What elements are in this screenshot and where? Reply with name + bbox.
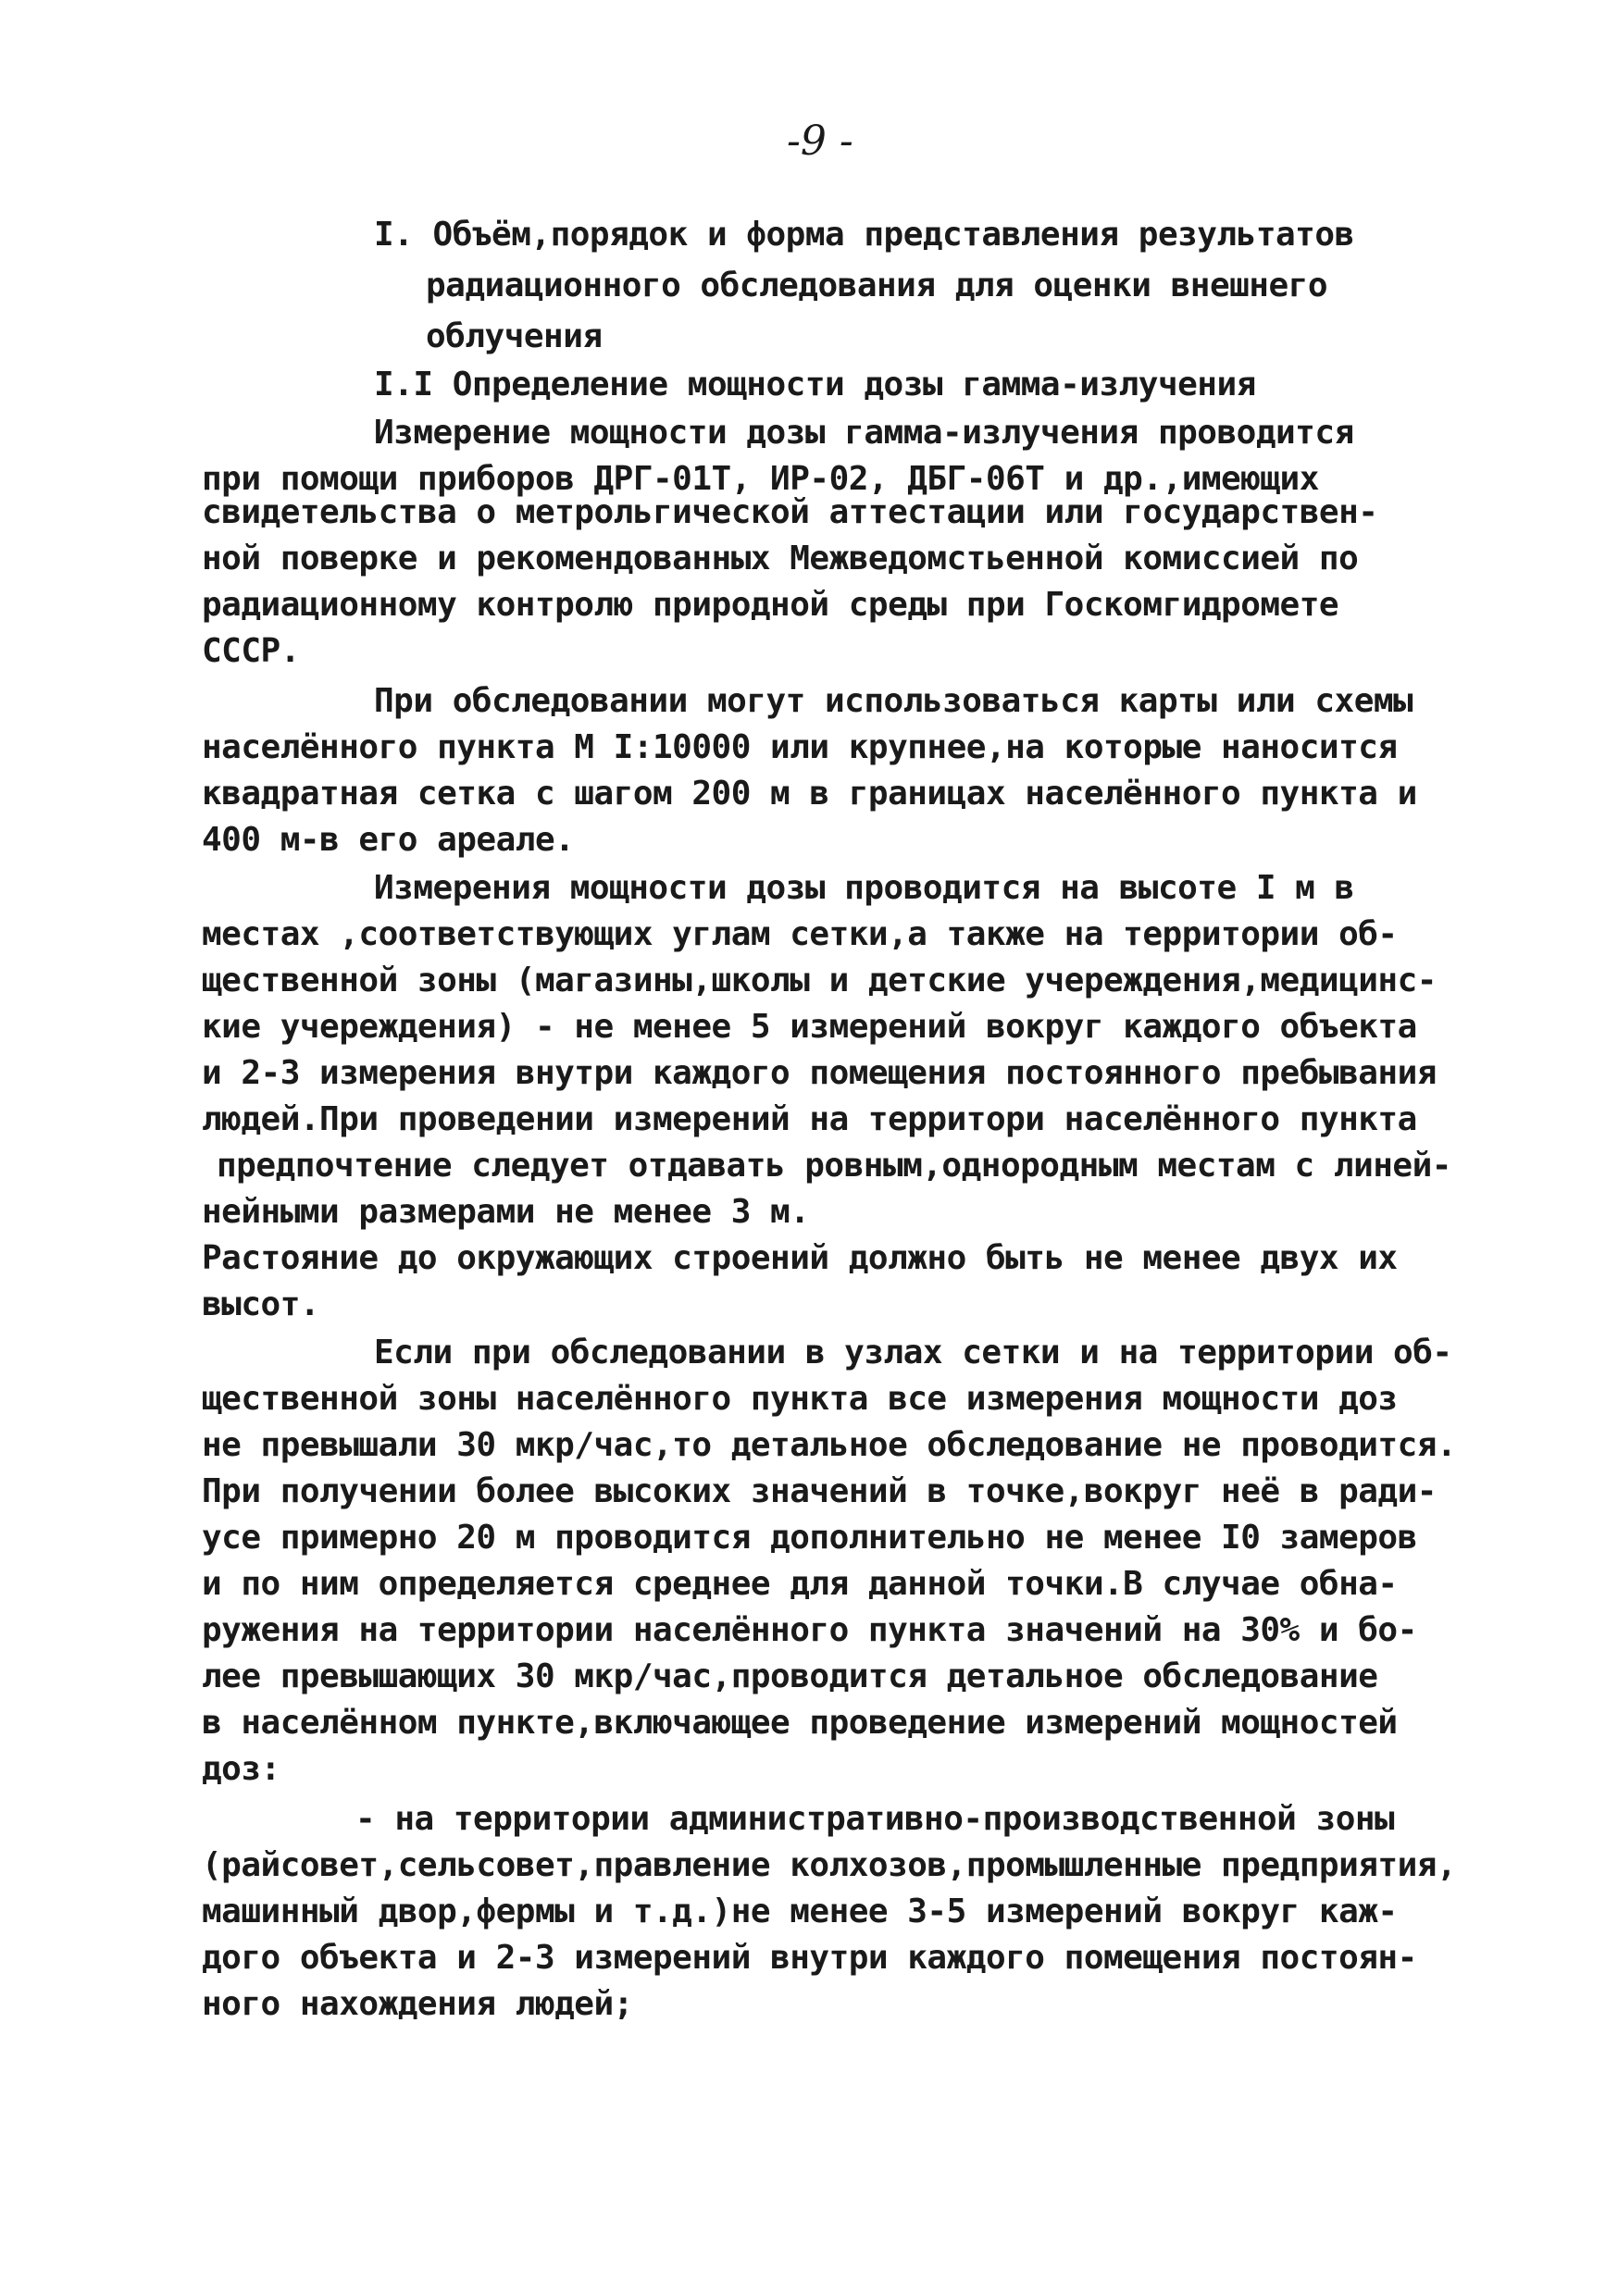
- text-line: местах ,соответствующих углам сетки,а также на территории об-: [202, 915, 1398, 953]
- text-line: радиационному контролю природной среды при Госкомгидромете: [202, 586, 1339, 624]
- list-item-line: - на территории административно-производственной зоны: [355, 1800, 1395, 1838]
- text-line: квадратная сетка с шагом 200 м в границах населённого пункта и: [202, 775, 1417, 813]
- text-line: и 2-3 измерения внутри каждого помещения постоянного пребывания: [202, 1054, 1437, 1092]
- text-line: При обследовании могут использоваться карты или схемы: [374, 682, 1413, 720]
- text-line: доз:: [202, 1750, 280, 1788]
- text-line: населённого пункта М I:10000 или крупнее,на которые наносится: [202, 728, 1398, 766]
- text-line: щественной зоны населённого пункта все измерения мощности доз: [202, 1380, 1398, 1418]
- text-line: Если при обследовании в узлах сетки и на территории об-: [374, 1334, 1452, 1371]
- text-line: ной поверке и рекомендованных Межведомстьенной комиссией по: [202, 540, 1359, 577]
- list-item-line: дого объекта и 2-3 измерений внутри каждого помещения постоян-: [202, 1939, 1417, 1977]
- text-line: людей.При проведении измерений на территори населённого пункта: [202, 1100, 1417, 1138]
- text-line: нейными размерами не менее 3 м.: [202, 1193, 810, 1231]
- text-line: кие учереждения) - не менее 5 измерений вокруг каждого объекта: [202, 1008, 1417, 1046]
- text-line: не превышали 30 мкр/час,то детальное обследование не проводится.: [202, 1426, 1457, 1464]
- section-heading-line: радиационного обследования для оценки внешнего: [426, 267, 1327, 304]
- text-line: высот.: [202, 1285, 320, 1323]
- list-item-line: ного нахождения людей;: [202, 1985, 633, 2023]
- list-item-line: машинный двор,фермы и т.д.)не менее 3-5 измерений вокруг каж-: [202, 1893, 1398, 1930]
- text-line: СССР.: [202, 632, 300, 670]
- list-item-line: (райсовет,сельсовет,правление колхозов,промышленные предприятия,: [202, 1846, 1457, 1884]
- page-number: -9 -: [787, 118, 853, 165]
- text-line: Измерение мощности дозы гамма-излучения проводится: [374, 414, 1354, 452]
- text-line: щественной зоны (магазины,школы и детские учереждения,медицинс-: [202, 962, 1437, 999]
- text-line: 400 м-в его ареале.: [202, 821, 575, 859]
- subsection-heading: I.I Определение мощности дозы гамма-излучения: [374, 366, 1256, 403]
- text-line: в населённом пункте,включающее проведение измерений мощностей: [202, 1704, 1398, 1742]
- text-line: и по ним определяется среднее для данной точки.В случае обна-: [202, 1565, 1398, 1603]
- text-line: Измерения мощности дозы проводится на высоте I м в: [374, 869, 1354, 907]
- text-line: При получении более высоких значений в точке,вокруг неё в ради-: [202, 1472, 1437, 1510]
- section-heading-line: I. Объём,порядок и форма представления результатов: [374, 216, 1354, 254]
- text-line: ружения на территории населённого пункта значений на 30% и бо-: [202, 1611, 1417, 1649]
- section-heading-line: облучения: [426, 317, 603, 355]
- text-line: усе примерно 20 м проводится дополнительно не менее I0 замеров: [202, 1519, 1417, 1557]
- text-line: лее превышающих 30 мкр/час,проводится детальное обследование: [202, 1657, 1378, 1695]
- text-line: Растояние до окружающих строений должно быть не менее двух их: [202, 1239, 1398, 1277]
- text-line: предпочтение следует отдавать ровным,однородным местам с линей-: [217, 1147, 1451, 1185]
- text-line: при помощи приборов ДРГ-01Т, ИР-02, ДБГ-06Т и др.,имеющих: [202, 460, 1319, 498]
- text-line: свидетельства о метрольгической аттестации или государствен-: [202, 493, 1378, 531]
